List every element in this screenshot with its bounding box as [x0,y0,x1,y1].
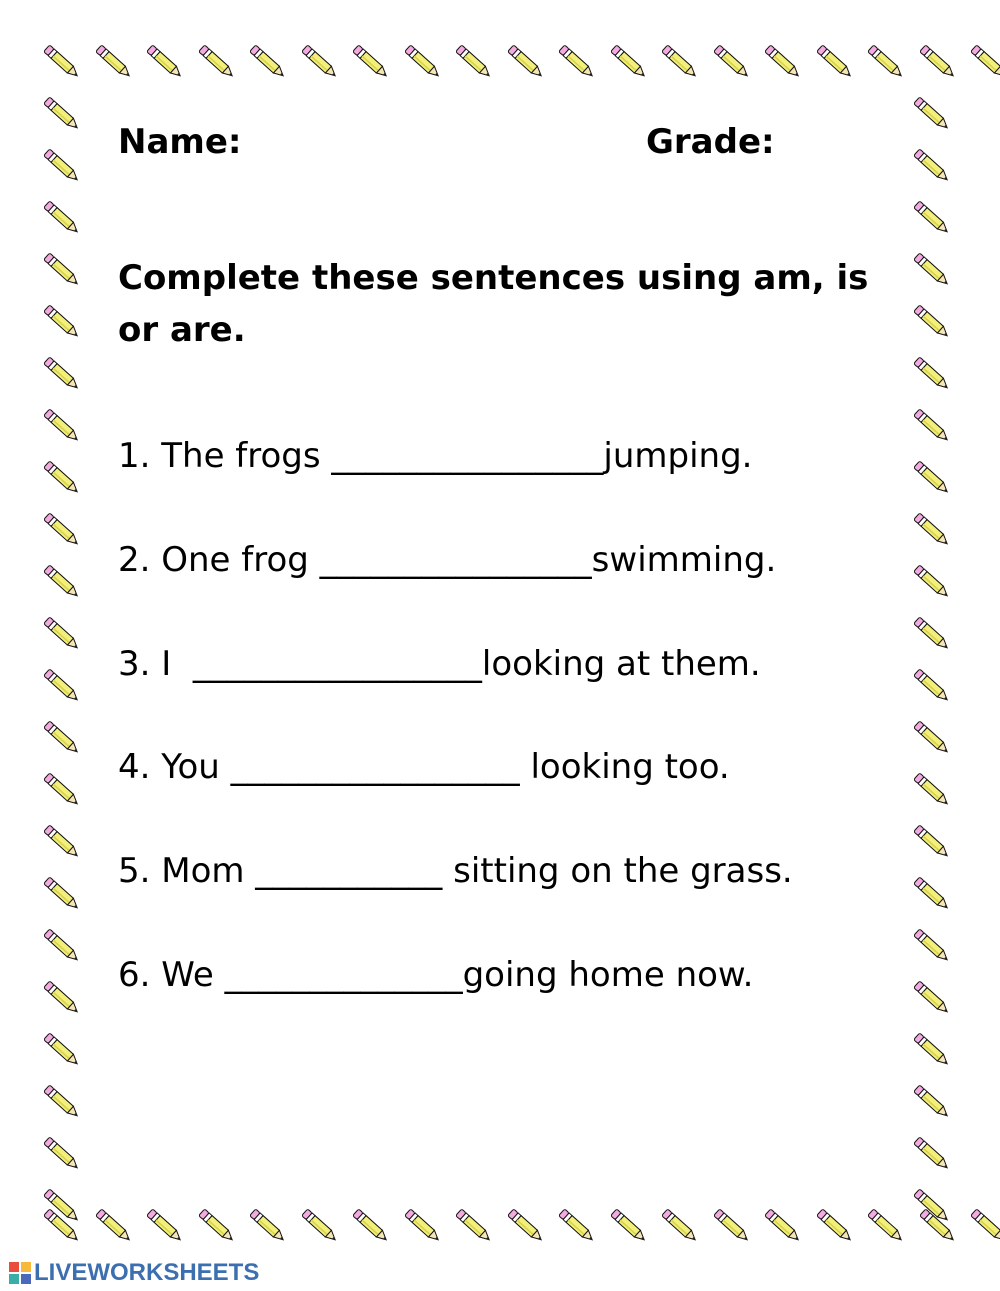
pencil-icon [910,1080,956,1126]
pencil-icon [910,456,956,502]
pencil-icon [40,196,86,242]
pencil-icon [143,1204,189,1250]
pencil-icon [92,1204,138,1250]
pencil-icon [910,352,956,398]
pencil-icon [40,560,86,606]
question-4: 4. You _________________ looking too. [118,747,730,787]
pencil-icon [40,300,86,346]
pencil-icon [910,196,956,242]
pencil-icon [143,40,189,86]
pencil-icon [40,456,86,502]
pencil-icon [910,820,956,866]
question-3: 3. I _________________looking at them. [118,644,761,684]
pencil-icon [910,976,956,1022]
pencil-icon [40,872,86,918]
pencil-icon [813,1204,859,1250]
pencil-icon [452,1204,498,1250]
pencil-icon [658,1204,704,1250]
pencil-icon [910,508,956,554]
pencil-icon [910,924,956,970]
pencil-icon [910,716,956,762]
pencil-icon [710,1204,756,1250]
pencil-icon [40,1184,86,1230]
pencil-icon [910,404,956,450]
pencil-icon [910,612,956,658]
pencil-icon [761,40,807,86]
logo-icon [8,1261,32,1285]
pencil-icon [555,1204,601,1250]
pencil-icon [910,92,956,138]
pencil-icon [967,40,1000,86]
pencil-icon [910,300,956,346]
grade-label: Grade: [646,122,775,162]
pencil-icon [40,976,86,1022]
pencil-icon [195,40,241,86]
pencil-icon [298,40,344,86]
pencil-icon [710,40,756,86]
pencil-icon [40,144,86,190]
pencil-icon [555,40,601,86]
pencil-icon [504,1204,550,1250]
pencil-icon [910,872,956,918]
pencil-icon [40,40,86,86]
pencil-icon [40,924,86,970]
question-2: 2. One frog ________________swimming. [118,540,777,580]
question-5: 5. Mom ___________ sitting on the grass. [118,851,793,891]
pencil-icon [910,664,956,710]
pencil-icon [658,40,704,86]
pencil-icon [910,1184,956,1230]
pencil-icon [40,820,86,866]
pencil-icon [813,40,859,86]
pencil-icon [910,248,956,294]
pencil-icon [910,560,956,606]
pencil-icon [40,1028,86,1074]
pencil-icon [40,664,86,710]
name-label: Name: [118,122,242,162]
pencil-icon [910,1028,956,1074]
pencil-icon [40,248,86,294]
pencil-icon [916,40,962,86]
pencil-icon [298,1204,344,1250]
question-6: 6. We ______________going home now. [118,955,754,995]
pencil-icon [40,92,86,138]
pencil-icon [40,1080,86,1126]
pencil-icon [401,1204,447,1250]
pencil-icon [246,40,292,86]
logo-text: LIVEWORKSHEETS [34,1259,260,1286]
pencil-icon [607,1204,653,1250]
question-1: 1. The frogs ________________jumping. [118,436,753,476]
pencil-icon [349,1204,395,1250]
pencil-icon [910,144,956,190]
pencil-icon [246,1204,292,1250]
pencil-icon [92,40,138,86]
pencil-icon [40,612,86,658]
pencil-icon [910,1132,956,1178]
pencil-icon [195,1204,241,1250]
pencil-icon [40,404,86,450]
pencil-icon [401,40,447,86]
pencil-icon [910,768,956,814]
pencil-icon [607,40,653,86]
pencil-icon [864,1204,910,1250]
pencil-icon [40,508,86,554]
pencil-icon [349,40,395,86]
pencil-icon [40,768,86,814]
pencil-icon [761,1204,807,1250]
pencil-icon [967,1204,1000,1250]
pencil-icon [504,40,550,86]
pencil-icon [40,1132,86,1178]
pencil-icon [864,40,910,86]
liveworksheets-logo[interactable] [8,1258,259,1288]
pencil-icon [40,352,86,398]
pencil-icon [40,716,86,762]
pencil-icon [452,40,498,86]
instruction-text: Complete these sentences using am, is or are. [118,258,869,350]
